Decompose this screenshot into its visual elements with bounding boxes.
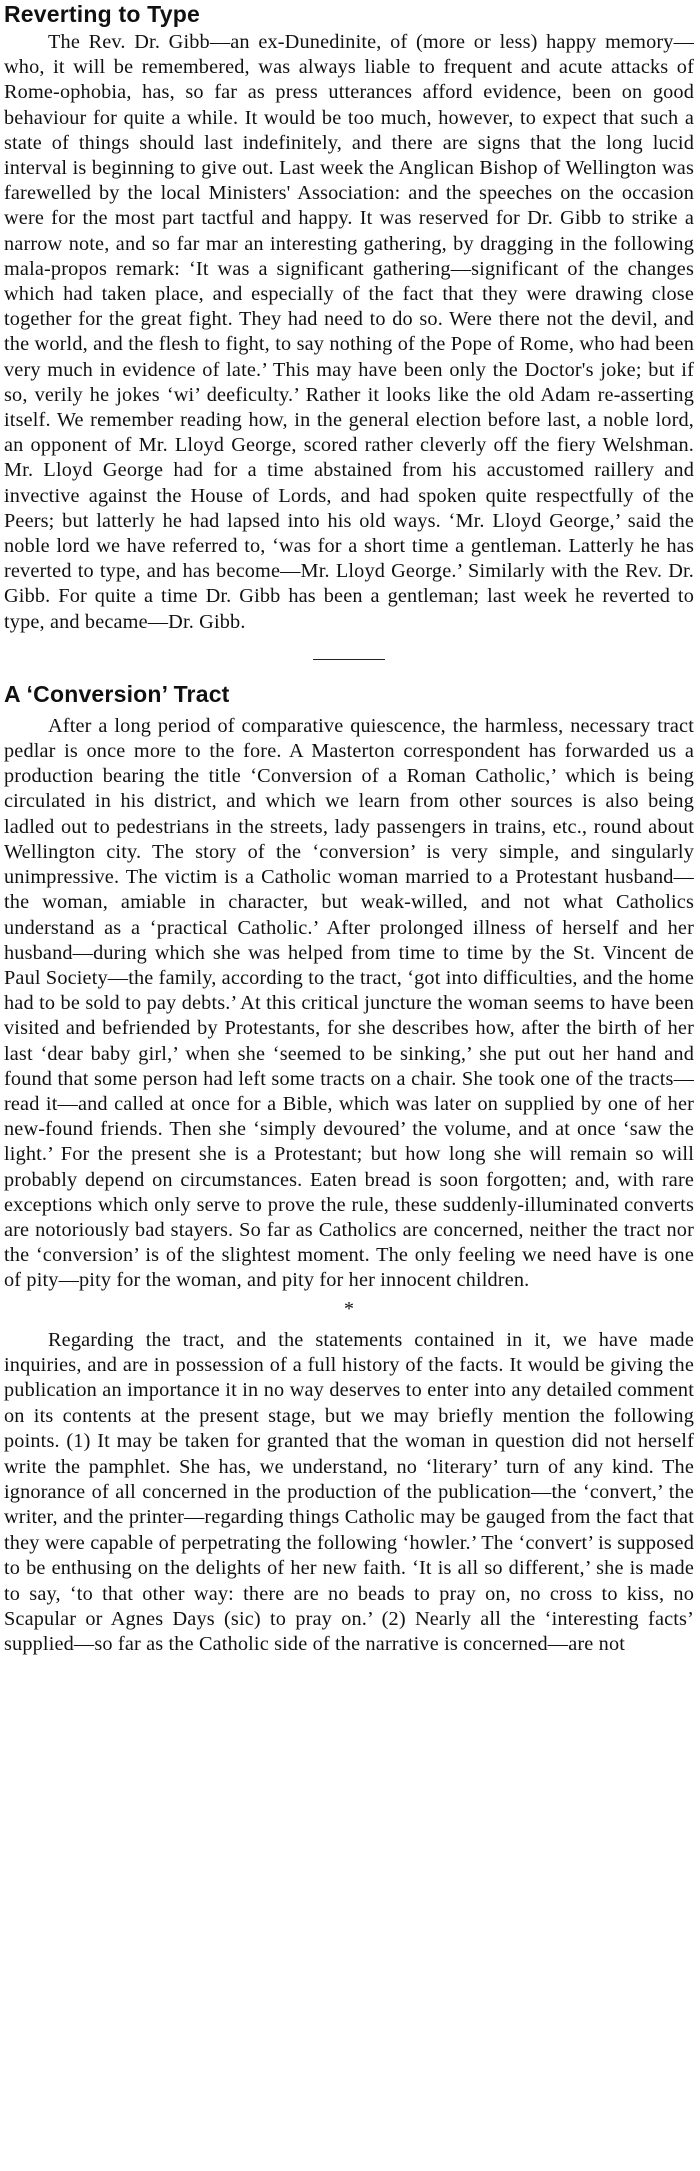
section-divider — [313, 659, 385, 660]
section-heading-conversion-tract: A ‘Conversion’ Tract — [4, 680, 230, 707]
paragraph-reverting-to-type: The Rev. Dr. Gibb—an ex-Dunedinite, of (more or less) happy memory—who, it will be remembered, was always liable to frequent and acute attacks of Rome-ophobia, has, so far as press utterances afford evidence, been on good behaviour for quite a while. It would be too much, however, to expect that such a state of things should last indefinitely, and there are signs that the long lucid interval is beginning to give out. Last week the Anglican Bishop of Wellington was farewelled by the local Ministers' Association: and the speeches on the occasion were for the most part tactful and happy. It was reserved for Dr. Gibb to strike a narrow note, and so far mar an interesting gathering, by dragging in the following mala-propos remark: ‘It was a significant gathering—significant of the changes which had taken place, and especially of the fact that they were drawing close together for the great fight. They had need to do so. Were there not the devil, and the world, and the flesh to fight, to say nothing of the Pope of Rome, who had been very much in evidence of late.’ This may have been only the Doctor's joke; but if so, verily he jokes ‘wi’ deeficulty.’ Rather it looks like the old Adam re-asserting itself. We remember reading how, in the general election before last, a noble lord, an opponent of Mr. Lloyd George, scored rather cleverly off the fiery Welshman. Mr. Lloyd George had for a time abstained from his accustomed raillery and invective against the House of Lords, and had spoken quite respectfully of the Peers; but latterly he had lapsed into his old ways. ‘Mr. Lloyd George,’ said the noble lord we have referred to, ‘was for a short time a gentleman. Latterly he has reverted to type, and has become—Mr. Lloyd George.’ Similarly with the Rev. Dr. Gibb. For quite a time Dr. Gibb has been a gentleman; last week he reverted to type, and became—Dr. Gibb. — [4, 31, 694, 633]
paragraph-conversion-tract-1: After a long period of comparative quiescence, the harmless, necessary tract pedlar is once more to the fore. A Masterton correspondent has forwarded us a production bearing the title ‘Conversion of a Roman Catholic,’ which is being circulated in his district, and which we learn from other sources is also being ladled out to pedestrians in the streets, lady passengers in trains, etc., round about Wellington city. The story of the ‘conversion’ is very simple, and singularly unimpressive. The victim is a Catholic woman married to a Protestant husband—the woman, amiable in character, but weak-willed, and not what Catholics understand as a ‘practical Catholic.’ After prolonged illness of herself and her husband—during which she was helped from time to time by the St. Vincent de Paul Society—the family, according to the tract, ‘got into difficulties, and the home had to be sold to pay debts.’ At this critical juncture the woman seems to have been visited and befriended by Protestants, for she describes how, after the birth of her last ‘dear baby girl,’ when she ‘seemed to be sinking,’ she put out her hand and found that some person had left some tracts on a chair. She took one of the tracts—read it—and called at once for a Bible, which was later on supplied by one of her new-found friends. Then she ‘simply devoured’ the volume, and at once ‘saw the light.’ For the present she is a Protestant; but how long she will remain so will probably depend on circumstances. Eaten bread is soon forgotten; and, with rare exceptions which only serve to prove the rule, these suddenly-illuminated converts are notoriously bad stayers. So far as Catholics are concerned, neither the tract nor the ‘conversion’ is of the slightest moment. The only feeling we need have is one of pity—pity for the woman, and pity for her innocent children. — [4, 714, 694, 1292]
asterisk-separator: * — [344, 1297, 354, 1320]
article-page — [4, 0, 694, 2171]
paragraph-conversion-tract-2: Regarding the tract, and the statements contained in it, we have made inquiries, and are in possession of a full history of the facts. It would be giving the publication an importance it in no way deserves to enter into any detailed comment on its contents at the present stage, but we may briefly mention the following points. (1) It may be taken for granted that the woman in question did not herself write the pamphlet. She has, we understand, no ‘literary’ turn of any kind. The ignorance of all concerned in the production of the publication—the ‘convert,’ the writer, and the printer—regarding things Catholic may be gauged from the fact that they were capable of perpetrating the following ‘howler.’ The ‘convert’ is supposed to be enthusing on the delights of her new faith. ‘It is all so different,’ she is made to say, ‘to that other way: there are no beads to pray on, no cross to kiss, no Scapular or Agnes Days (sic) to pray on.’ (2) Nearly all the ‘interesting facts’ supplied—so far as the Catholic side of the narrative is concerned—are not — [4, 1328, 694, 1656]
section-heading-reverting-to-type: Reverting to Type — [4, 1, 200, 27]
